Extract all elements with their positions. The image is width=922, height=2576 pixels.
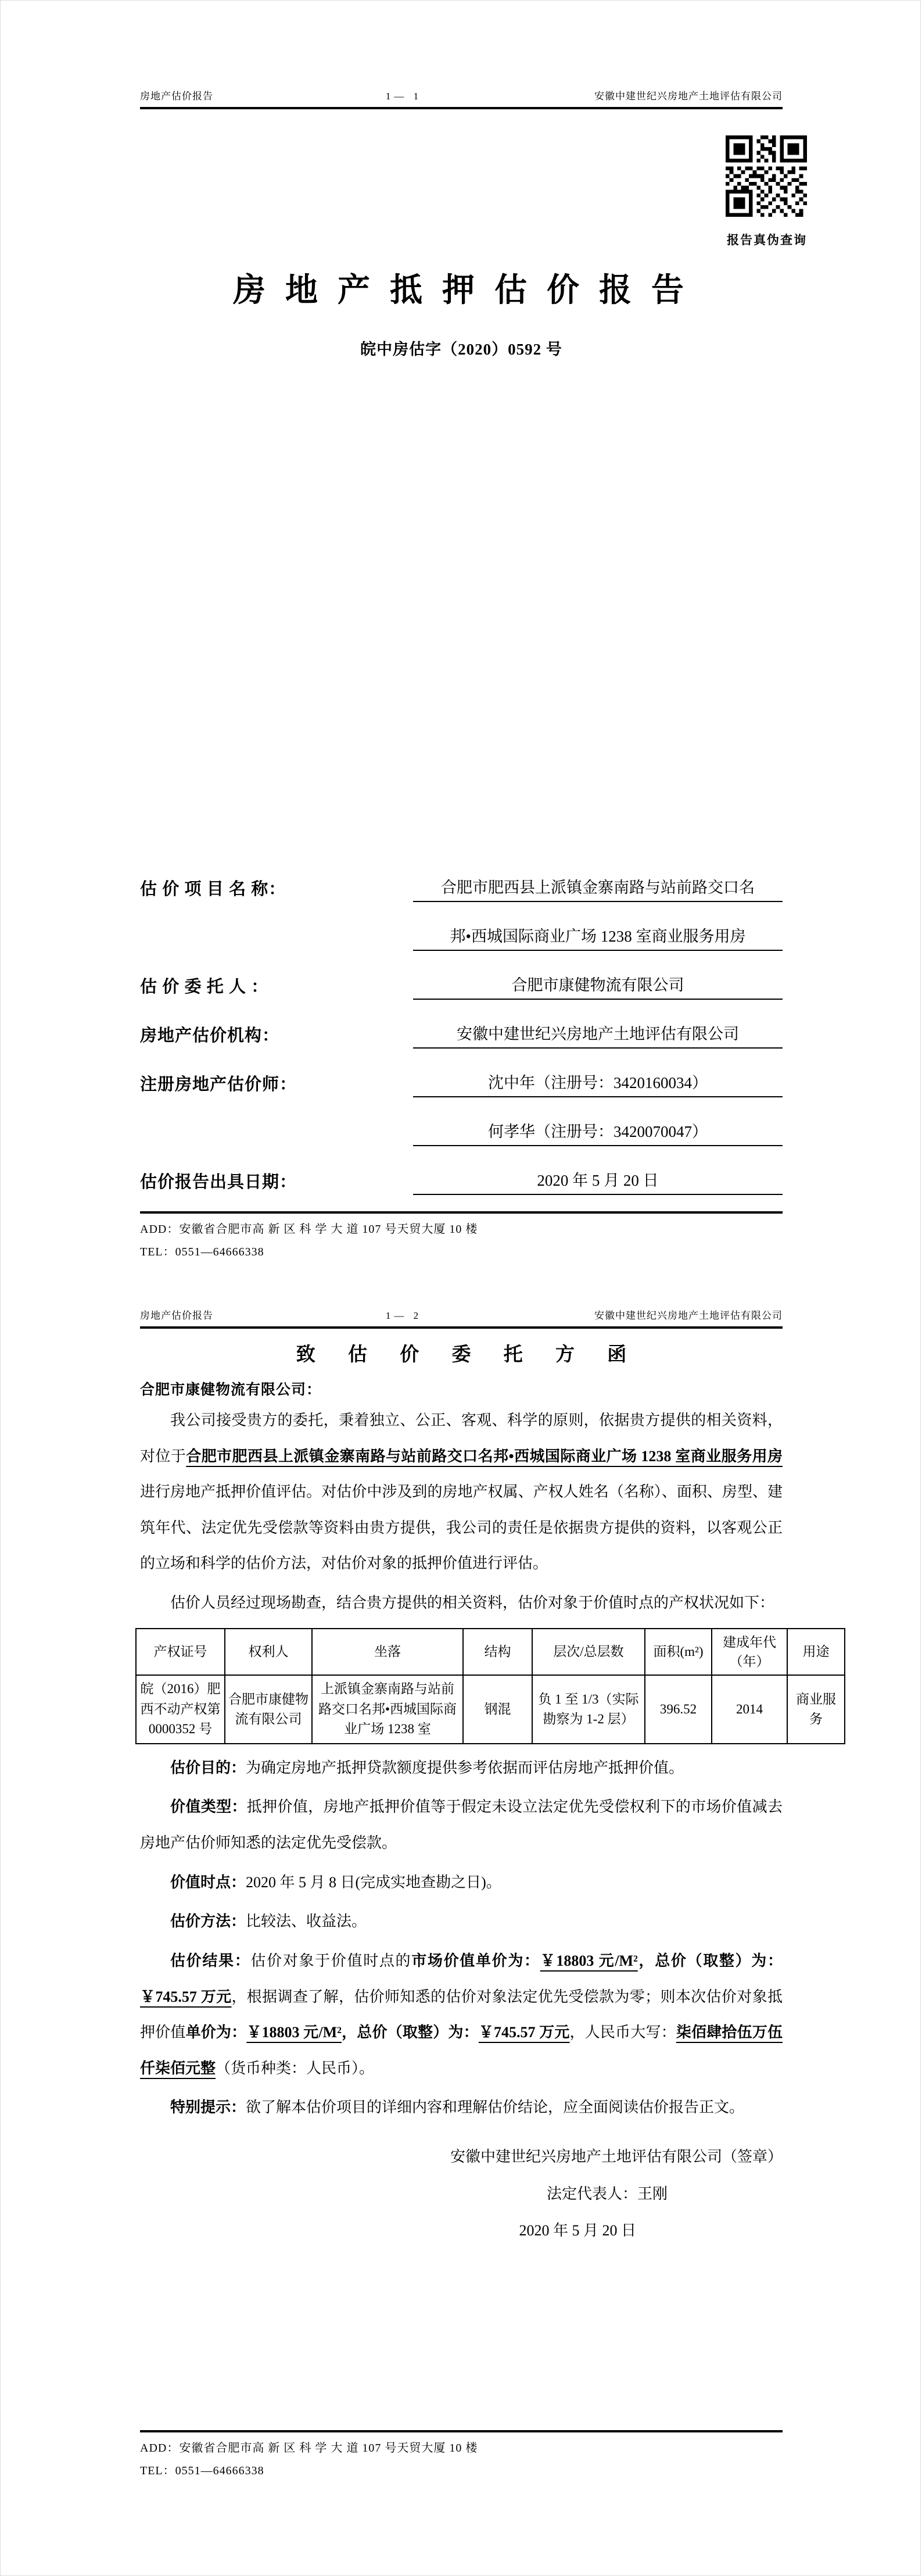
field-value: 沈中年（注册号：3420160034） (413, 1070, 783, 1097)
qr-block (164, 135, 807, 248)
purpose-paragraph (140, 1750, 783, 1786)
field-appraiser-2 (140, 1114, 783, 1146)
notice-text: 欲了解本估价项目的详细内容和理解估价结论，应全面阅读估价报告正文。 (246, 2099, 745, 2116)
letter-title: 致 估 价 委 托 方 函 (296, 1344, 641, 1365)
result-unit-price-value: ￥18803 元/M² (540, 1952, 638, 1969)
value-date-label: 价值时点： (170, 1873, 246, 1891)
field-project-name-cont (140, 918, 783, 951)
result-paragraph (140, 1943, 783, 2086)
col-certificate-no: 产权证号 (136, 1629, 225, 1676)
value-date-paragraph (140, 1865, 783, 1901)
field-value: 合肥市康健物流有限公司 (413, 972, 783, 1000)
result-total-value: ￥745.57 万元 (140, 1988, 232, 2005)
table-header-row (136, 1629, 845, 1676)
col-floor: 层次/总层数 (532, 1629, 645, 1676)
running-header-page-number: 1— 1 (385, 91, 422, 102)
page2-running-header (140, 1298, 783, 1329)
field-value: 何孝华（注册号：3420070047） (413, 1119, 783, 1146)
value-date-text: 2020 年 5 月 8 日(完成实地查勘之日)。 (246, 1873, 501, 1891)
mortgage-unit-price-label: 单价为： (185, 2024, 247, 2041)
signature-block (140, 2138, 783, 2249)
cell-year-built: 2014 (712, 1675, 787, 1744)
page-2 (1, 1298, 920, 2575)
col-rights-holder: 权利人 (225, 1629, 312, 1676)
para1-rest: 进行房地产抵押价值评估。对估价中涉及到的房地产权属、产权人姓名（名称）、面积、房型、建筑年代、法定优先受偿款等资料由贵方提供，我公司的责任是依据贵方提供的资料，以客观公正的立场和科学的估价方法，对估价对象的抵押价值进行评估。 (140, 1483, 783, 1572)
mortgage-total-value: ￥745.57 万元 (478, 2024, 570, 2041)
table-row (136, 1675, 845, 1744)
field-value: 2020 年 5 月 20 日 (413, 1168, 783, 1195)
mortgage-unit-price-value: ￥18803 元/M² (246, 2024, 342, 2041)
method-paragraph (140, 1904, 783, 1940)
method-label: 估价方法： (170, 1913, 246, 1930)
page1-footer-rule (140, 1211, 783, 1214)
result-middle: ，根据调查了解，估价师知悉的估价对象法定优先受偿款为零；则本次估价对象抵押价值 (140, 1988, 783, 2041)
page2-footer-rule (140, 2430, 783, 2432)
signature-date: 2020 年 5 月 20 日 (519, 2222, 636, 2239)
report-number: 皖中房估字（2020）0592 号 (360, 341, 562, 358)
cell-structure: 钢混 (463, 1675, 532, 1744)
field-label: 估 价 项 目 名 称： (140, 880, 286, 899)
qr-caption: 报告真伪查询 (727, 233, 807, 247)
mortgage-total-label: ，总价（取整）为： (341, 2024, 479, 2041)
para1-property-name: 合肥市肥西县上派镇金寨南路与站前路交口名邦•西城国际商业广场 1238 室商业服务用房 (186, 1447, 783, 1465)
field-project-name (140, 870, 783, 902)
letter-paragraph-1 (140, 1403, 783, 1582)
cell-rights-holder: 合肥市康健物流有限公司 (225, 1675, 312, 1744)
cell-certificate-no: 皖（2016）肥西不动产权第0000352 号 (136, 1675, 225, 1744)
value-type-label: 价值类型： (170, 1798, 247, 1816)
footer-telephone: TEL：0551—64666338 (140, 2464, 264, 2477)
field-value: 邦•西城国际商业广场 1238 室商业服务用房 (413, 924, 783, 951)
col-year-built: 建成年代（年） (712, 1629, 787, 1676)
field-value: 合肥市肥西县上派镇金寨南路与站前路交口名 (413, 875, 783, 902)
value-type-paragraph (140, 1789, 783, 1861)
field-agency (140, 1016, 783, 1049)
result-intro: 估价对象于价值时点的 (250, 1952, 412, 1969)
purpose-text: 为确定房地产抵押贷款额度提供参考依据而评估房地产抵押价值。 (246, 1759, 684, 1776)
letter-paragraph-2: 估价人员经过现场勘查，结合贵方提供的相关资料，估价对象于价值时点的产权状况如下： (170, 1594, 775, 1612)
running-header-left: 房地产估价报告 (140, 1310, 213, 1321)
page2-footer (140, 2430, 783, 2478)
report-title: 房 地 产 抵 押 估 价 报 告 (233, 273, 690, 309)
col-area: 面积(m²) (645, 1629, 712, 1676)
field-label (140, 949, 413, 951)
method-text: 比较法、收益法。 (246, 1913, 367, 1930)
cell-area: 396.52 (645, 1675, 712, 1744)
result-total-label: ，总价（取整）为： (637, 1952, 783, 1969)
page-1 (1, 1, 920, 1298)
cell-floor: 负 1 至 1/3（实际勘察为 1-2 层） (532, 1675, 645, 1744)
running-header-right: 安徽中建世纪兴房地产土地评估有限公司 (594, 91, 783, 102)
signature-legal-representative: 法定代表人：王刚 (546, 2185, 668, 2202)
signature-company: 安徽中建世纪兴房地产土地评估有限公司（签章） (450, 2148, 783, 2165)
footer-address: ADD：安徽省合肥市高 新 区 科 学 大 道 107 号天贸大厦 10 楼 (140, 2442, 478, 2455)
cell-location: 上派镇金寨南路与站前路交口名邦•西城国际商业广场 1238 室 (312, 1675, 463, 1744)
running-header-left: 房地产估价报告 (140, 91, 213, 102)
purpose-label: 估价目的： (170, 1759, 246, 1776)
result-label: 估价结果： (170, 1952, 251, 1969)
col-location: 坐落 (312, 1629, 463, 1676)
field-value: 安徽中建世纪兴房地产土地评估有限公司 (413, 1021, 783, 1049)
qr-code (726, 135, 807, 217)
property-rights-table (135, 1628, 845, 1744)
footer-address: ADD：安徽省合肥市高 新 区 科 学 大 道 107 号天贸大厦 10 楼 (140, 1223, 478, 1236)
field-appraiser-1 (140, 1065, 783, 1097)
capital-words-label: ，人民币大写： (569, 2024, 676, 2041)
running-header-page-number: 1— 2 (385, 1310, 422, 1321)
field-label (140, 1144, 413, 1146)
value-type-text: 抵押价值，房地产抵押价值等于假定未设立法定优先受偿权利下的市场价值减去房地产估价师知悉的法定优先受偿款。 (140, 1798, 783, 1852)
letter-addressee: 合肥市康健物流有限公司： (140, 1382, 322, 1398)
cell-usage: 商业服务 (787, 1675, 845, 1744)
page1-running-header (140, 1, 783, 109)
cover-info-block (140, 870, 783, 1195)
para1-intro: 我公司接受贵方的委托，秉着独立、公正、客观、科学的原则，依据贵方提供的相关资料，对位于 (140, 1412, 783, 1465)
field-label: 估价报告出具日期： (140, 1173, 297, 1192)
field-issue-date (140, 1162, 783, 1195)
running-header-right: 安徽中建世纪兴房地产土地评估有限公司 (594, 1310, 783, 1321)
notice-label: 特别提示： (170, 2099, 246, 2116)
result-unit-price-label: 市场价值单价为： (411, 1952, 540, 1969)
field-client (140, 967, 783, 1000)
field-label: 估 价 委 托 人 ： (140, 978, 269, 996)
col-usage: 用途 (787, 1629, 845, 1676)
col-structure: 结构 (463, 1629, 532, 1676)
field-label: 注册房地产估价师： (140, 1075, 297, 1094)
capital-words-value: 柒佰肆拾伍万伍仟柒佰元整 (140, 2024, 783, 2077)
notice-paragraph (140, 2090, 783, 2126)
footer-telephone: TEL：0551—64666338 (140, 1246, 264, 1258)
currency-note: （货币种类：人民币）。 (216, 2059, 375, 2077)
field-label: 房地产估价机构： (140, 1026, 280, 1045)
